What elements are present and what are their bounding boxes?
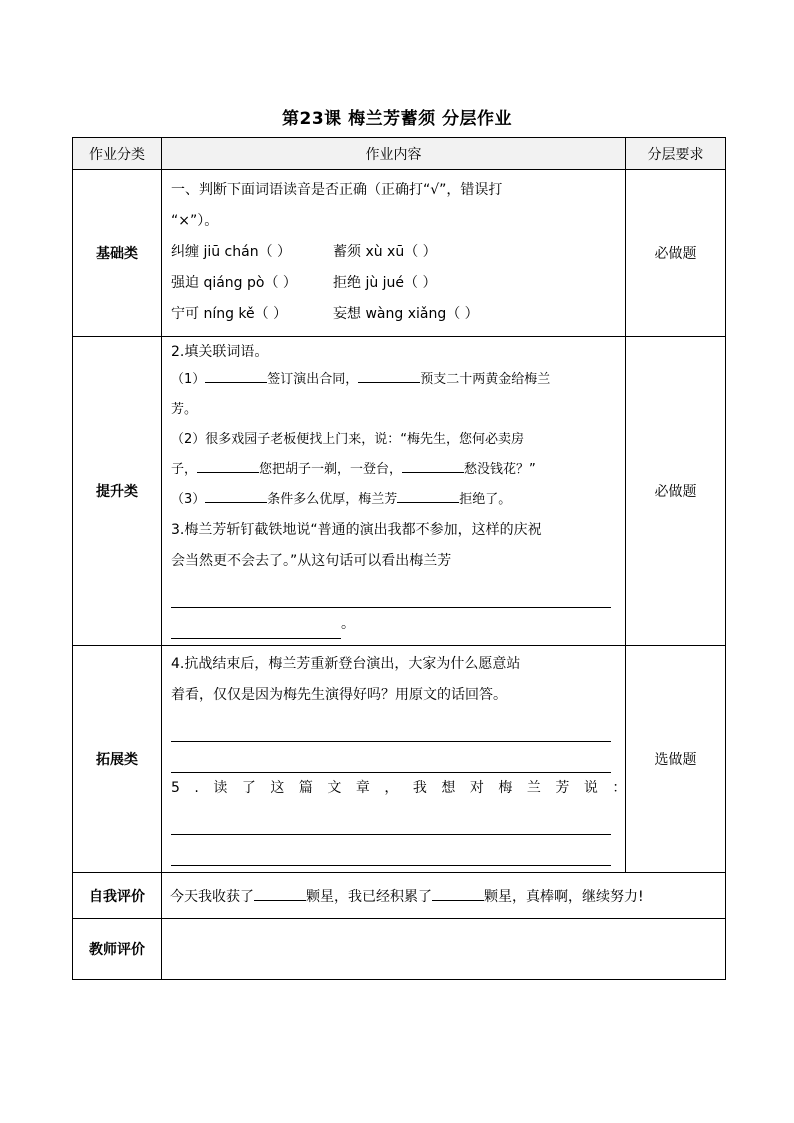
q1-item: 宁可 níng kě（ ）: [171, 306, 288, 322]
homework-table: [72, 137, 726, 980]
content-teacher-eval[interactable]: [162, 919, 726, 980]
answer-line[interactable]: [171, 742, 611, 773]
content-self-eval: 今天我收获了 颗星，我已经积累了 颗星，真棒啊，继续努力!: [162, 873, 726, 919]
requirement-extend: 选做题: [626, 646, 726, 873]
q2-item1-line2: 芳。: [171, 402, 198, 417]
answer-blank[interactable]: [358, 368, 420, 383]
row-teacher-eval: [73, 919, 726, 980]
star-total-blank[interactable]: [432, 886, 484, 901]
q1-item: 强迫 qiáng pò（ ）: [171, 275, 297, 291]
category-extend: 拓展类: [73, 646, 162, 873]
q1-items-row1: [171, 237, 617, 268]
row-extend: [73, 646, 726, 873]
q1-item: 蓄须 xù xū（ ）: [333, 244, 437, 260]
answer-line[interactable]: [171, 835, 611, 866]
header-category: 作业分类: [73, 138, 162, 170]
q3-line1: 3.梅兰芳斩钉截铁地说“普通的演出我都不参加，这样的庆祝: [171, 522, 542, 538]
answer-blank[interactable]: [402, 458, 464, 473]
category-basic: 基础类: [73, 170, 162, 337]
q1-item: 纠缠 jiū chán（ ）: [171, 244, 292, 260]
q2-item3: （3） 条件多么优厚，梅兰芳 拒绝了。: [171, 485, 617, 515]
q4-line2: 着看，仅仅是因为梅先生演得好吗？用原文的话回答。: [171, 687, 507, 703]
q1-item: 妄想 wàng xiǎng（ ）: [333, 306, 479, 322]
content-improve: [162, 337, 626, 646]
row-basic: [73, 170, 726, 337]
category-self-eval: 自我评价: [73, 873, 162, 919]
q2-item2-line1: （2）很多戏园子老板便找上门来，说：“梅先生，您何必卖房: [171, 432, 525, 447]
content-extend: [162, 646, 641, 873]
q5-text: 5.读了这篇文章，我想对梅兰芳说：: [171, 780, 641, 796]
q2-item2-line2: 子， 您把胡子一剃，一登台， 愁没钱花？”: [171, 455, 617, 485]
q1-instruction-line1: 一、判断下面词语读音是否正确（正确打“√”，错误打: [171, 182, 503, 198]
answer-blank[interactable]: [205, 488, 267, 503]
q3-line2: 会当然更不会去了。”从这句话可以看出梅兰芳: [171, 553, 452, 569]
header-requirement: 分层要求: [626, 138, 726, 170]
q1-instruction-line2: “×”）。: [171, 213, 219, 229]
header-content: 作业内容: [162, 138, 626, 170]
answer-line[interactable]: [171, 804, 611, 835]
requirement-basic: 必做题: [626, 170, 726, 337]
requirement-improve: 必做题: [626, 337, 726, 646]
q3-answer-last: 。: [171, 608, 617, 639]
answer-blank[interactable]: [197, 458, 259, 473]
q1-item: 拒绝 jù jué（ ）: [333, 275, 437, 291]
q2-title: 2.填关联词语。: [171, 344, 269, 360]
row-improve: [73, 337, 726, 646]
q2-item1-line1: （1） 签订演出合同， 预支二十两黄金给梅兰: [171, 365, 617, 395]
answer-blank[interactable]: [205, 368, 267, 383]
category-improve: 提升类: [73, 337, 162, 646]
q1-items-row2: [171, 268, 617, 299]
answer-line[interactable]: [171, 711, 611, 742]
q4-line1: 4.抗战结束后，梅兰芳重新登台演出，大家为什么愿意站: [171, 656, 521, 672]
q1-items-row3: [171, 299, 617, 330]
page-title: 第23课 梅兰芳蓄须 分层作业: [282, 109, 512, 129]
answer-line[interactable]: [171, 608, 341, 639]
answer-blank[interactable]: [397, 488, 459, 503]
star-count-blank[interactable]: [254, 886, 306, 901]
answer-line[interactable]: [171, 577, 611, 608]
content-basic: [162, 170, 626, 337]
row-self-eval: [73, 873, 726, 919]
category-teacher-eval: 教师评价: [73, 919, 162, 980]
header-row: [73, 138, 726, 170]
